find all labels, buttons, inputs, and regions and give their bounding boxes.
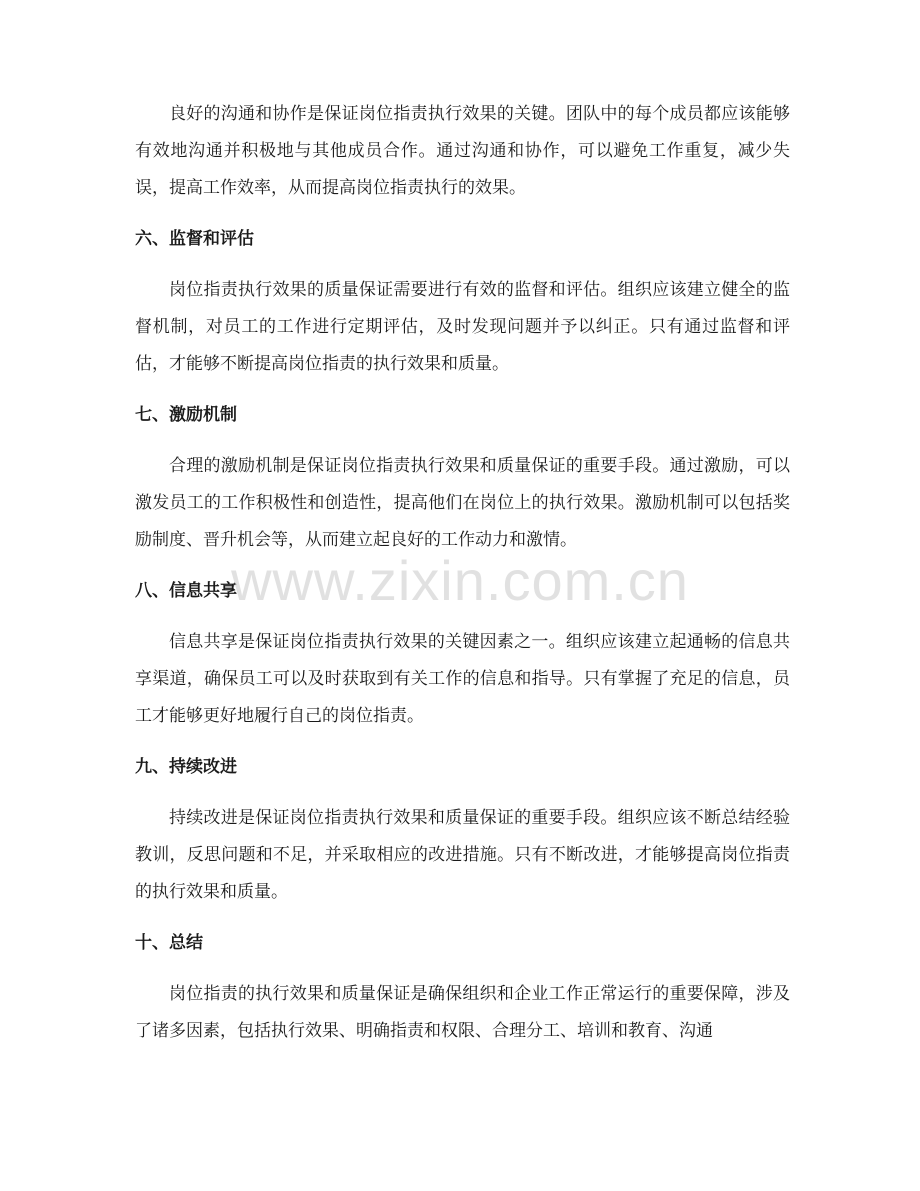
document-body (135, 96, 790, 1050)
heading-continuous-improvement: 九、持续改进 (135, 757, 237, 777)
paragraph-information-sharing: 信息共享是保证岗位指责执行效果的关键因素之一。组织应该建立起通畅的信息共享渠道，确保员工可以及时获取到有关工作的信息和指导。只有掌握了充足的信息，员工才能够更好地履行自己的岗位指责。 (135, 632, 790, 726)
heading-incentive: 七、激励机制 (135, 405, 237, 425)
heading-supervision: 六、监督和评估 (135, 229, 254, 249)
watermark: www.zixin.com.cn (231, 549, 689, 612)
paragraph-continuous-improvement: 持续改进是保证岗位指责执行效果和质量保证的重要手段。组织应该不断总结经验教训，反思问题和不足，并采取相应的改进措施。只有不断改进，才能够提高岗位指责的执行效果和质量。 (135, 808, 790, 902)
heading-information-sharing: 八、信息共享 (135, 581, 237, 601)
paragraph-summary: 岗位指责的执行效果和质量保证是确保组织和企业工作正常运行的重要保障，涉及了诸多因素，包括执行效果、明确指责和权限、合理分工、培训和教育、沟通 (135, 984, 790, 1041)
paragraph-supervision: 岗位指责执行效果的质量保证需要进行有效的监督和评估。组织应该建立健全的监督机制，对员工的工作进行定期评估，及时发现问题并予以纠正。只有通过监督和评估，才能够不断提高岗位指责的执行效果和质量。 (135, 280, 790, 374)
heading-summary: 十、总结 (135, 933, 203, 953)
paragraph-communication: 良好的沟通和协作是保证岗位指责执行效果的关键。团队中的每个成员都应该能够有效地沟通并积极地与其他成员合作。通过沟通和协作，可以避免工作重复，减少失误，提高工作效率，从而提高岗位指责执行的效果。 (135, 104, 790, 198)
paragraph-incentive: 合理的激励机制是保证岗位指责执行效果和质量保证的重要手段。通过激励，可以激发员工的工作积极性和创造性，提高他们在岗位上的执行效果。激励机制可以包括奖励制度、晋升机会等，从而建立起良好的工作动力和激情。 (135, 456, 790, 550)
